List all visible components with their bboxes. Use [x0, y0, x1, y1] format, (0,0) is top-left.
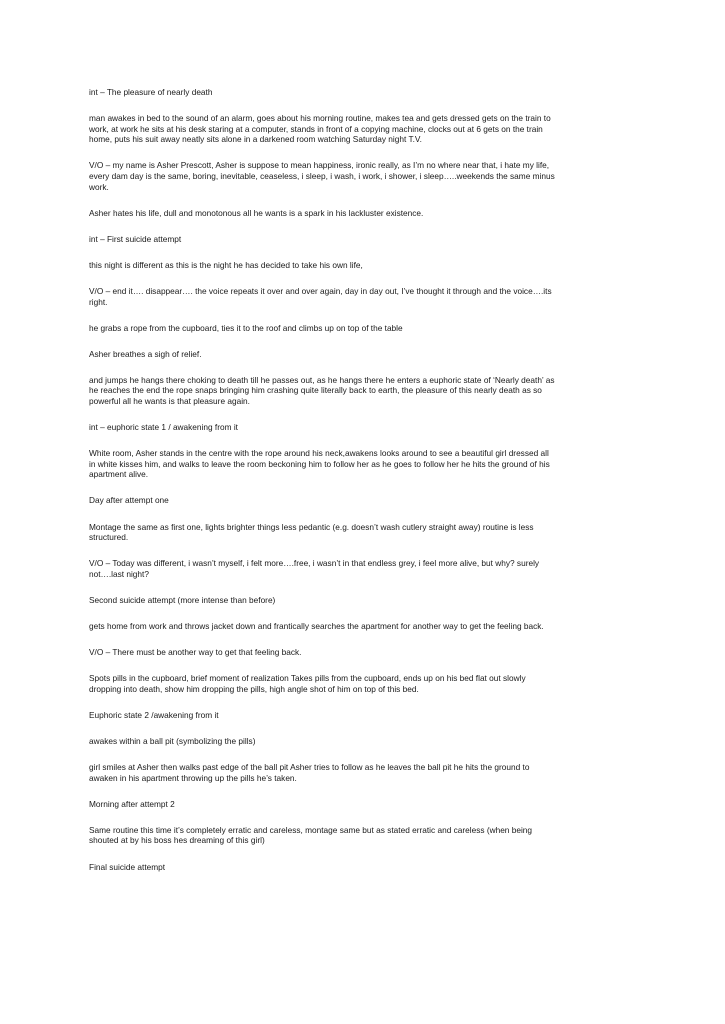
paragraph-hates-life: Asher hates his life, dull and monotonous all he wants is a spark in his lackluster existence.	[89, 207, 424, 218]
paragraph-spots-pills: Spots pills in the cupboard, brief moment of realization Takes pills from the cupboard, ends up on his bed flat out slowly dropping into death, show him dropping the pills, high angle shot of him on top of this bed.	[89, 673, 526, 694]
heading-morning-after-attempt-2: Morning after attempt 2	[89, 798, 175, 809]
heading-pleasure-of-nearly-death: int – The pleasure of nearly death	[89, 87, 213, 97]
paragraph-grabs-rope: he grabs a rope from the cupboard, ties it to the roof and climbs up on top of the table	[89, 322, 403, 333]
heading-first-suicide-attempt: int – First suicide attempt	[89, 233, 182, 244]
heading-day-after-attempt-one: Day after attempt one	[89, 495, 169, 506]
heading-final-suicide-attempt: Final suicide attempt	[89, 861, 166, 872]
paragraph-gets-home: gets home from work and throws jacket down and frantically searches the apartment for another way to get the feeling back.	[89, 621, 544, 632]
voiceover-end-it: V/O – end it…. disappear…. the voice repeats it over and over again, day in day out, I’ve thought it through and the voice….its right.	[89, 285, 552, 307]
paragraph-white-room: White room, Asher stands in the centre with the rope around his neck,awakens looks around to see a beautiful girl dressed all in white kisses him, and walks to leave the room beckoning him to follow her as he goes to follow her he hits the ground of his apartment alive.	[89, 448, 550, 480]
paragraph-montage-first: Montage the same as first one, lights brighter things less pedantic (e.g. doesn’t wash cutlery straight away) routine is less structured.	[89, 521, 534, 543]
heading-second-suicide-attempt: Second suicide attempt (more intense than before)	[89, 594, 276, 605]
paragraph-ball-pit: awakes within a ball pit (symbolizing the pills)	[89, 736, 256, 746]
document-body	[89, 87, 649, 888]
paragraph-sigh-of-relief: Asher breathes a sigh of relief.	[89, 348, 202, 359]
paragraph-same-routine: Same routine this time it’s completely erratic and careless, montage same but as stated erratic and careless (when being shouted at by his boss hes dreaming of this girl)	[89, 824, 533, 846]
voiceover-today-different: V/O – Today was different, i wasn’t myself, i felt more….free, i wasn’t in that endless grey, i feel more alive, but why? surely not….last night?	[89, 558, 540, 579]
paragraph-morning-routine: man awakes in bed to the sound of an alarm, goes about his morning routine, makes tea and gets dressed gets on the train to work, at work he sits at his desk staring at a computer, stands in front of a copying machine, clocks out at 6 gets on the train home, puts his suit away neatly sits alone in a darkened room watching Saturday night T.V.	[89, 113, 551, 145]
paragraph-night-different: this night is different as this is the night he has decided to take his own life,	[89, 259, 363, 270]
heading-euphoric-state-2: Euphoric state 2 /awakening from it	[89, 709, 219, 720]
voiceover-introduction: V/O – my name is Asher Prescott, Asher is suppose to mean happiness, ironic really, as I’m no where near that, i hate my life, every dam day is the same, boring, inevitable, ceaseless, i sleep, i wash, i work, i shower, i sleep…..weekends the same minus work.	[89, 160, 555, 192]
paragraph-girl-smiles: girl smiles at Asher then walks past edge of the ball pit Asher tries to follow as he leaves the ball pit he hits the ground to awaken in his apartment throwing up the pills he’s taken.	[89, 762, 530, 783]
voiceover-another-way: V/O – There must be another way to get that feeling back.	[89, 647, 302, 658]
heading-euphoric-state-1: int – euphoric state 1 / awakening from it	[89, 422, 238, 433]
paragraph-jumps: and jumps he hangs there choking to death till he passes out, as he hangs there he enters a euphoric state of ‘Nearly death’ as he reaches the end the rope snaps bringing him crashing quite literally back to earth, the pleasure of this nearly death as so powerful all he wants is that pleasure again.	[89, 374, 555, 406]
